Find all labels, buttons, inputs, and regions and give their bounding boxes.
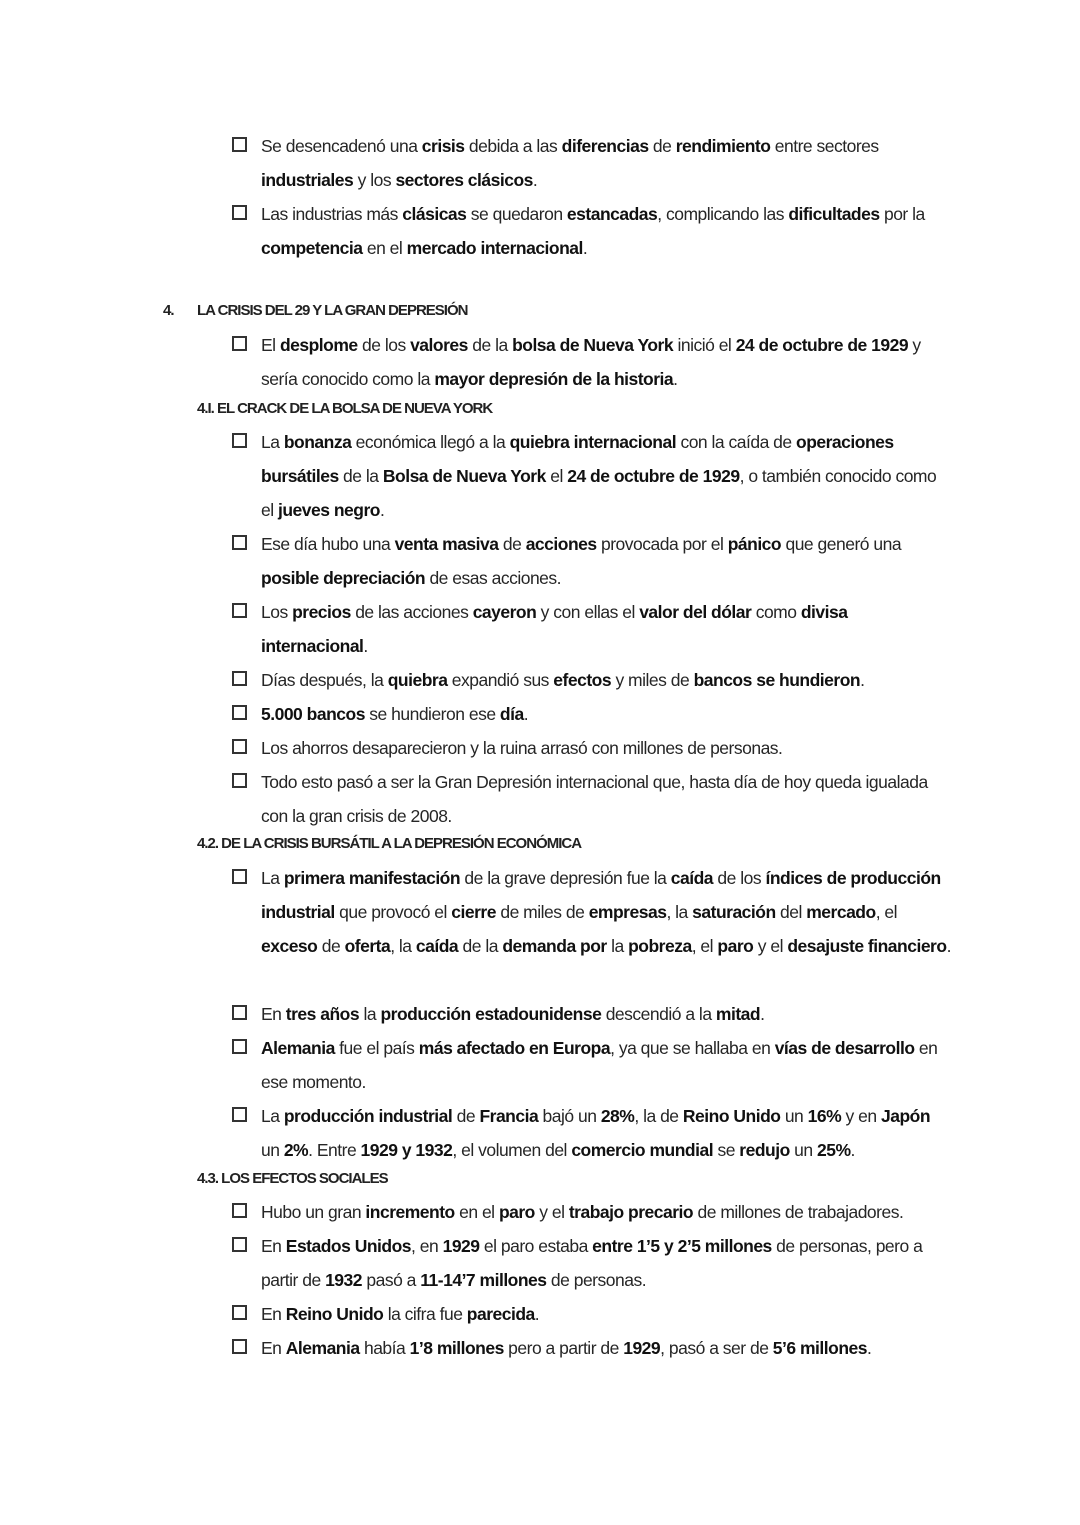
text-run: . (760, 1004, 765, 1024)
text-run: La (261, 1106, 284, 1126)
text-run: Las industrias más (261, 204, 403, 224)
text-run: pero a partir de (503, 1338, 624, 1358)
text-run: económica llegó a la (351, 432, 510, 452)
text-run: El (261, 335, 280, 355)
bold-term: Bolsa de Nueva York (382, 466, 546, 486)
text-run: y en (841, 1106, 881, 1126)
checkbox[interactable] (232, 603, 247, 618)
bold-term: vías de desarrollo (774, 1038, 915, 1058)
text-run: y los (353, 170, 396, 190)
section-title: LA CRISIS DEL 29 Y LA GRAN DEPRESIÓN (197, 302, 468, 319)
text-run: Ese día hubo una (261, 534, 395, 554)
text-run: Los ahorros desaparecieron y la ruina arrasó con millones de personas. (261, 738, 783, 758)
text-run: Todo esto pasó a ser la Gran Depresión internacional que, hasta día de hoy queda igualada con la gran crisis de 2008. (261, 772, 928, 826)
text-run: se hundieron ese (364, 704, 500, 724)
text-run: como (751, 602, 801, 622)
bold-term: precios (292, 602, 351, 622)
bold-term: operaciones bursátiles (261, 432, 894, 486)
text-run: y sería conocido como la (261, 335, 921, 389)
text-run: . (946, 936, 951, 956)
item-text (261, 1229, 952, 1297)
text-run: , la (390, 936, 416, 956)
bold-term: producción estadounidense (380, 1004, 602, 1024)
text-run: pasó a (362, 1270, 421, 1290)
bold-term: trabajo precario (568, 1202, 694, 1222)
text-run: . (534, 1304, 540, 1324)
text-run: , el volumen del (452, 1140, 572, 1160)
bold-term: diferencias (561, 136, 649, 156)
text-run: entre sectores (770, 136, 879, 156)
item-text (261, 765, 952, 833)
checklist-item (232, 1099, 952, 1167)
checklist-item (232, 129, 952, 197)
text-run: , complicando las (657, 204, 789, 224)
text-run: en el (454, 1202, 499, 1222)
text-run: , ya que se hallaba en (610, 1038, 775, 1058)
bold-term: mitad (715, 1004, 761, 1024)
bold-term: Reino Unido (682, 1106, 781, 1126)
text-run: de (317, 936, 345, 956)
text-run: de miles de (495, 902, 589, 922)
subsection-heading: 4.2. DE LA CRISIS BURSÁTIL A LA DEPRESIÓN ECONÓMICA (197, 835, 582, 852)
item-text (261, 861, 952, 963)
bold-term: 24 de octubre de 1929 (567, 466, 740, 486)
text-run: . Entre (308, 1140, 361, 1160)
bold-term: 1929 (442, 1236, 480, 1256)
text-run: . (582, 238, 588, 258)
checkbox[interactable] (232, 336, 247, 351)
bold-term: entre 1’5 y 2’5 millones (592, 1236, 772, 1256)
item-text (261, 527, 952, 595)
bold-term: demanda por (502, 936, 607, 956)
text-run: La (261, 432, 284, 452)
bold-term: sectores clásicos (395, 170, 533, 190)
item-text (261, 129, 952, 197)
bold-term: Reino Unido (285, 1304, 384, 1324)
checklist-item (232, 663, 952, 697)
text-run: . (850, 1140, 855, 1160)
text-run: de las acciones (350, 602, 473, 622)
bold-term: Japón (881, 1106, 931, 1126)
text-run: En (261, 1338, 286, 1358)
bold-term: efectos (553, 670, 612, 690)
bold-term: quiebra (387, 670, 448, 690)
text-run: bajó un (538, 1106, 601, 1126)
checkbox[interactable] (232, 1107, 247, 1122)
checkbox[interactable] (232, 535, 247, 550)
checklist-item (232, 1229, 952, 1297)
item-text (261, 425, 952, 527)
bold-term: 1’8 millones (409, 1338, 504, 1358)
bold-term: 5.000 bancos (261, 704, 365, 724)
text-run: de millones de trabajadores. (693, 1202, 904, 1222)
text-run: . (379, 500, 385, 520)
bold-term: Alemania (285, 1338, 360, 1358)
text-run: la (359, 1004, 381, 1024)
section-number: 4. (163, 302, 174, 319)
text-run: , pasó a ser de (660, 1338, 773, 1358)
subsection-heading: 4.3. LOS EFECTOS SOCIALES (197, 1170, 388, 1187)
text-run: de (452, 1106, 480, 1126)
bold-term: comercio mundial (571, 1140, 714, 1160)
text-run: de personas. (546, 1270, 647, 1290)
item-text (261, 1099, 952, 1167)
bold-term: 1932 (325, 1270, 362, 1290)
text-run: en ese momento. (261, 1038, 938, 1092)
text-run: Hubo un gran (261, 1202, 366, 1222)
checklist-item (232, 861, 952, 963)
checkbox[interactable] (232, 1203, 247, 1218)
text-run: en el (362, 238, 407, 258)
text-run: Días después, la (261, 670, 388, 690)
bold-term: posible depreciación (261, 568, 426, 588)
checklist-item (232, 1297, 952, 1331)
item-text (261, 595, 952, 663)
bold-term: oferta (344, 936, 391, 956)
bold-term: cierre (451, 902, 496, 922)
text-run: En (261, 1004, 286, 1024)
item-text (261, 197, 952, 265)
bold-term: desajuste financiero (787, 936, 947, 956)
bold-term: rendimiento (675, 136, 771, 156)
item-text (261, 697, 952, 731)
bold-term: pánico (727, 534, 782, 554)
checklist-item (232, 595, 952, 663)
text-run: . (866, 1338, 872, 1358)
text-run: fue el país (334, 1038, 419, 1058)
text-run: la cifra fue (383, 1304, 467, 1324)
checkbox[interactable] (232, 705, 247, 720)
bold-term: 1929 y 1932 (360, 1140, 453, 1160)
checkbox[interactable] (232, 1339, 247, 1354)
text-run: un (261, 1140, 284, 1160)
text-run: se (713, 1140, 740, 1160)
text-run: un (789, 1140, 817, 1160)
bold-term: competencia (261, 238, 363, 258)
bold-term: 5’6 millones (772, 1338, 867, 1358)
bold-term: 1929 (623, 1338, 661, 1358)
text-run: con la caída de (676, 432, 796, 452)
text-run: del (775, 902, 807, 922)
item-text (261, 997, 952, 1031)
checklist-item (232, 328, 952, 396)
bold-term: día (499, 704, 524, 724)
text-run: provocada por el (596, 534, 728, 554)
bold-term: quiebra internacional (509, 432, 677, 452)
bold-term: Alemania (261, 1038, 335, 1058)
bold-term: 16% (807, 1106, 842, 1126)
bold-term: producción industrial (283, 1106, 453, 1126)
text-run: . (860, 670, 865, 690)
bold-term: bonanza (283, 432, 352, 452)
text-run: descendió a la (601, 1004, 716, 1024)
checkbox[interactable] (232, 1039, 247, 1054)
checklist-item (232, 765, 952, 833)
text-run: y el (753, 936, 788, 956)
checklist-item (232, 425, 952, 527)
bold-term: más afectado en Europa (418, 1038, 611, 1058)
text-run: de personas, pero a partir de (261, 1236, 923, 1290)
text-run: por la (879, 204, 925, 224)
text-run: , la (666, 902, 693, 922)
text-run: y el (534, 1202, 569, 1222)
text-run: debida a las (464, 136, 562, 156)
checklist-item (232, 197, 952, 265)
text-run: , la de (634, 1106, 683, 1126)
checkbox[interactable] (232, 137, 247, 152)
bold-term: parecida (466, 1304, 535, 1324)
text-run: el (545, 466, 568, 486)
bold-term: empresas (588, 902, 667, 922)
bold-term: crisis (421, 136, 465, 156)
text-run: se quedaron (466, 204, 567, 224)
bold-term: primera manifestación (283, 868, 461, 888)
bold-term: industriales (261, 170, 354, 190)
bold-term: 24 de octubre de 1929 (735, 335, 909, 355)
checkbox[interactable] (232, 773, 247, 788)
bold-term: desplome (279, 335, 358, 355)
bold-term: exceso (261, 936, 318, 956)
bold-term: estancadas (566, 204, 658, 224)
bold-term: redujo (739, 1140, 790, 1160)
text-run: , en (411, 1236, 443, 1256)
subsection-heading: 4.I. EL CRACK DE LA BOLSA DE NUEVA YORK (197, 400, 493, 417)
bold-term: Francia (479, 1106, 539, 1126)
item-text (261, 1195, 952, 1229)
item-text (261, 1331, 952, 1365)
text-run: Los (261, 602, 293, 622)
bold-term: índices de producción industrial (261, 868, 941, 922)
bold-term: pobreza (628, 936, 692, 956)
text-run: . (673, 369, 678, 389)
text-run: de esas acciones. (425, 568, 562, 588)
bold-term: caída (670, 868, 714, 888)
text-run: , el (875, 902, 898, 922)
item-text (261, 1031, 952, 1099)
bold-term: clásicas (402, 204, 467, 224)
text-run: que provocó el (334, 902, 452, 922)
text-run: . (523, 704, 529, 724)
checklist-item (232, 1195, 952, 1229)
bold-term: 28% (600, 1106, 635, 1126)
bold-term: caída (415, 936, 459, 956)
bold-term: 25% (816, 1140, 851, 1160)
text-run: , el (691, 936, 718, 956)
bold-term: valores (410, 335, 468, 355)
text-run: inició el (673, 335, 736, 355)
bold-term: Estados Unidos (285, 1236, 412, 1256)
text-run: En (261, 1236, 286, 1256)
item-text (261, 731, 952, 765)
text-run: de los (713, 868, 766, 888)
text-run: de la grave depresión fue la (460, 868, 671, 888)
text-run: , o también conocido como el (261, 466, 937, 520)
checkbox[interactable] (232, 205, 247, 220)
bold-term: mercado internacional (406, 238, 583, 258)
bold-term: acciones (525, 534, 597, 554)
bold-term: mercado (806, 902, 876, 922)
text-run: había (359, 1338, 410, 1358)
bold-term: saturación (692, 902, 776, 922)
text-run: el paro estaba (479, 1236, 593, 1256)
checkbox[interactable] (232, 1305, 247, 1320)
checklist-item (232, 697, 952, 731)
text-run: de la (338, 466, 383, 486)
bold-term: incremento (365, 1202, 455, 1222)
item-text (261, 328, 952, 396)
bold-term: divisa internacional (261, 602, 848, 656)
bold-term: valor del dólar (639, 602, 752, 622)
text-run: de (498, 534, 526, 554)
checkbox[interactable] (232, 671, 247, 686)
checklist-item (232, 731, 952, 765)
bold-term: mayor depresión de la historia (434, 369, 674, 389)
bold-term: 2% (283, 1140, 309, 1160)
text-run: que generó una (781, 534, 902, 554)
bold-term: venta masiva (394, 534, 499, 554)
bold-term: paro (717, 936, 754, 956)
text-run: Se desencadenó una (261, 136, 422, 156)
text-run: . (363, 636, 368, 656)
checkbox[interactable] (232, 739, 247, 754)
text-run: y miles de (611, 670, 694, 690)
bold-term: jueves negro (277, 500, 380, 520)
text-run: En (261, 1304, 286, 1324)
checklist-item (232, 1331, 952, 1365)
checklist-item (232, 1031, 952, 1099)
text-run: un (780, 1106, 808, 1126)
text-run: La (261, 868, 284, 888)
bold-term: cayeron (472, 602, 537, 622)
text-run: . (532, 170, 538, 190)
text-run: expandió sus (447, 670, 554, 690)
bold-term: bancos se hundieron (693, 670, 861, 690)
item-text (261, 663, 952, 697)
checklist-item (232, 997, 952, 1031)
text-run: de la (458, 936, 503, 956)
bold-term: dificultades (788, 204, 880, 224)
checkbox[interactable] (232, 1237, 247, 1252)
bold-term: paro (498, 1202, 535, 1222)
checkbox[interactable] (232, 433, 247, 448)
checklist-item (232, 527, 952, 595)
bold-term: bolsa de Nueva York (512, 335, 674, 355)
checkbox[interactable] (232, 1005, 247, 1020)
text-run: de la (467, 335, 513, 355)
text-run: de (648, 136, 676, 156)
text-run: la (606, 936, 629, 956)
bold-term: 11-14’7 millones (420, 1270, 547, 1290)
checkbox[interactable] (232, 869, 247, 884)
item-text (261, 1297, 952, 1331)
bold-term: tres años (285, 1004, 360, 1024)
text-run: y con ellas el (536, 602, 640, 622)
text-run: de los (357, 335, 411, 355)
